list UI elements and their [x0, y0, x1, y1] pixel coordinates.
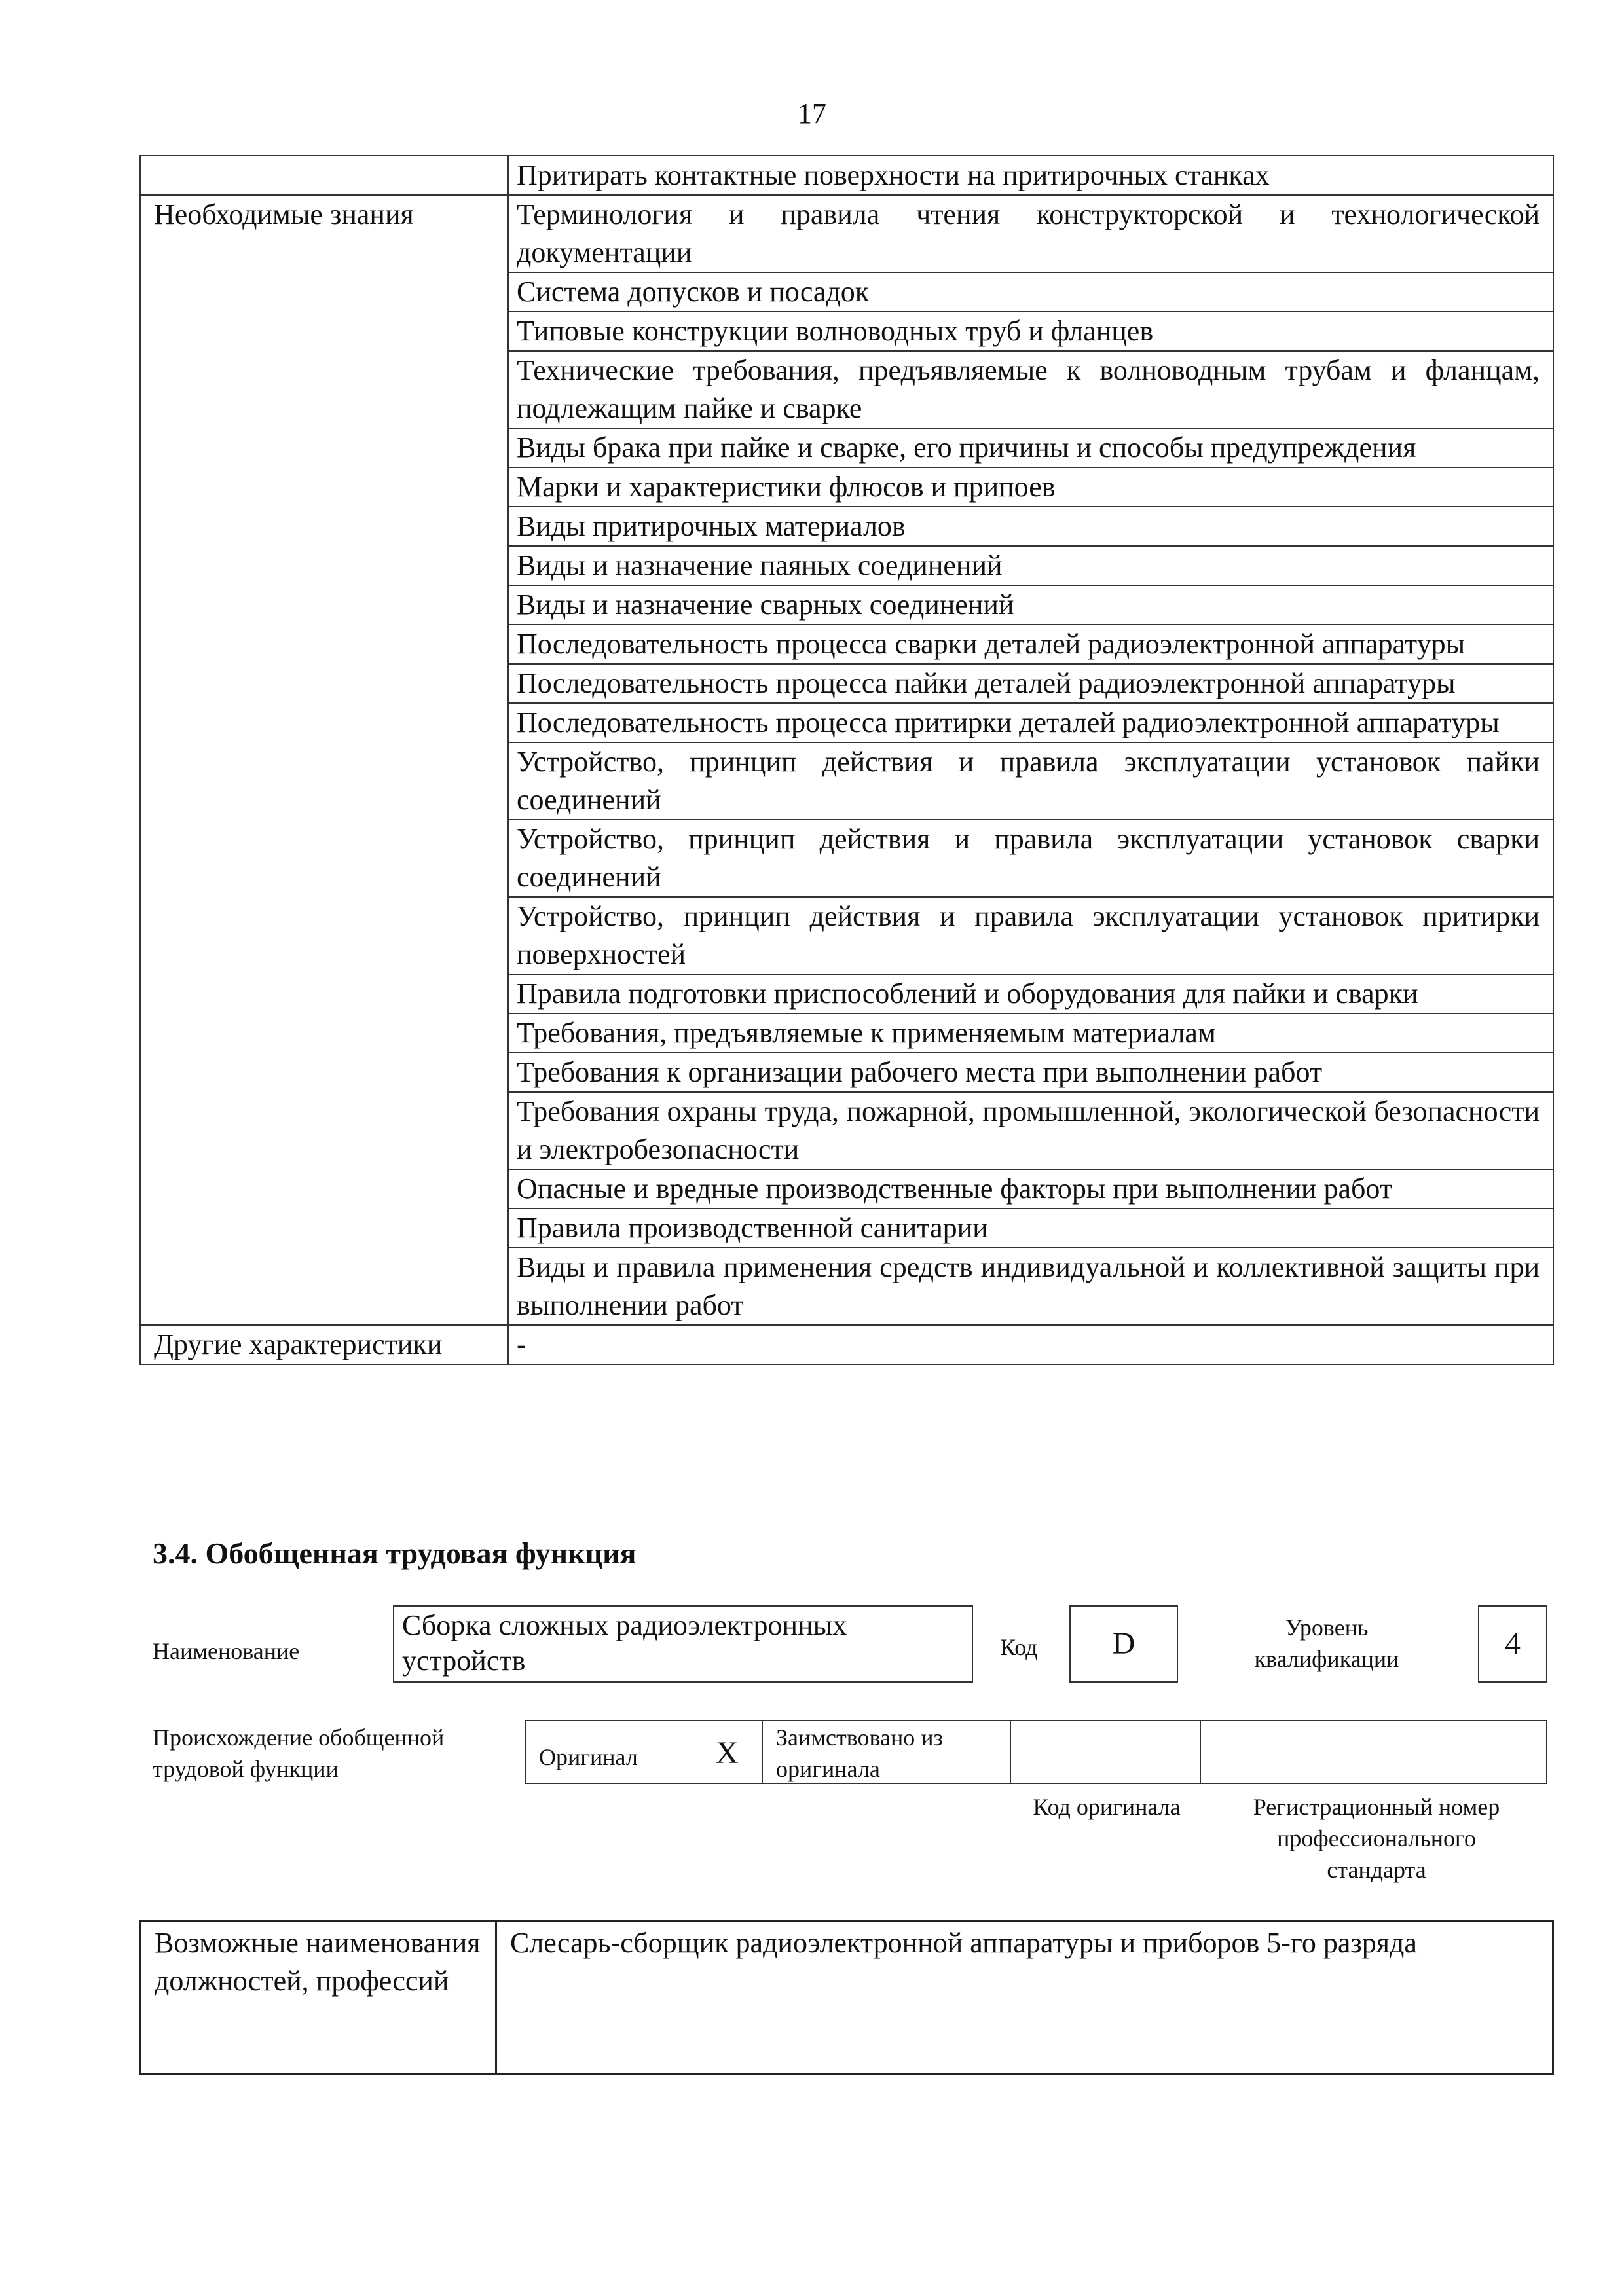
knowledge-item: Устройство, принцип действия и правила эксплуатации установок сварки соединений	[508, 820, 1553, 897]
table-row	[140, 156, 1553, 195]
original-mark: X	[716, 1736, 739, 1770]
knowledge-item: Устройство, принцип действия и правила эксплуатации установок пайки соединений	[508, 742, 1553, 820]
positions-table	[139, 1920, 1554, 2075]
knowledge-item: Последовательность процесса сварки деталей радиоэлектронной аппаратуры	[508, 625, 1553, 664]
name-label: Наименование	[153, 1638, 300, 1664]
original-label: Оригинал	[539, 1744, 638, 1770]
table-row	[140, 195, 1553, 272]
borrowed-label: Заимствовано из оригинала	[776, 1724, 943, 1782]
knowledge-item: Требования, предъявляемые к применяемым материалам	[508, 1013, 1553, 1053]
qualification-level-label: Уровень квалификации	[1254, 1614, 1399, 1672]
other-characteristics-value: -	[508, 1325, 1553, 1364]
name-value: Сборка сложных радиоэлектронных устройств	[393, 1605, 973, 1683]
code-original-caption: Код оригинала	[1033, 1794, 1181, 1820]
other-characteristics-label: Другие характеристики	[140, 1325, 508, 1364]
table-row	[140, 1325, 1553, 1364]
knowledge-item: Правила производственной санитарии	[508, 1209, 1553, 1248]
skill-item: Притирать контактные поверхности на притирочных станках	[508, 156, 1553, 195]
knowledge-item: Последовательность процесса притирки деталей радиоэлектронной аппаратуры	[508, 703, 1553, 742]
knowledge-item: Требования охраны труда, пожарной, промышленной, экологической безопасности и электробезопасности	[508, 1092, 1553, 1169]
knowledge-item: Последовательность процесса пайки деталей радиоэлектронной аппаратуры	[508, 664, 1553, 703]
knowledge-item: Опасные и вредные производственные факторы при выполнении работ	[508, 1169, 1553, 1209]
knowledge-item: Требования к организации рабочего места при выполнении работ	[508, 1053, 1553, 1092]
origin-divider	[1010, 1720, 1011, 1784]
reg-number-caption: Регистрационный номер профессионального стандарта	[1253, 1794, 1500, 1883]
knowledge-label: Необходимые знания	[140, 195, 508, 1325]
knowledge-item: Терминология и правила чтения конструкторской и технологической документации	[508, 195, 1553, 272]
positions-value: Слесарь-сборщик радиоэлектронной аппаратуры и приборов 5-го разряда	[496, 1921, 1553, 2075]
qualification-level-value: 4	[1478, 1605, 1547, 1683]
section-heading: 3.4. Обобщенная трудовая функция	[153, 1537, 637, 1570]
origin-label: Происхождение обобщенной трудовой функции	[153, 1724, 445, 1782]
page-number: 17	[798, 98, 826, 130]
knowledge-item: Устройство, принцип действия и правила эксплуатации установок притирки поверхностей	[508, 897, 1553, 974]
knowledge-item: Система допусков и посадок	[508, 272, 1553, 312]
code-label: Код	[1000, 1634, 1038, 1660]
knowledge-item: Виды и назначение сварных соединений	[508, 585, 1553, 625]
knowledge-item: Типовые конструкции волноводных труб и фланцев	[508, 312, 1553, 351]
table-row	[141, 1921, 1553, 2075]
knowledge-item: Виды и назначение паяных соединений	[508, 546, 1553, 585]
knowledge-table	[139, 155, 1554, 1365]
knowledge-item: Виды притирочных материалов	[508, 507, 1553, 546]
empty-label-cell	[140, 156, 508, 195]
knowledge-item: Правила подготовки приспособлений и оборудования для пайки и сварки	[508, 974, 1553, 1013]
origin-divider	[762, 1720, 763, 1784]
knowledge-item: Виды и правила применения средств индивидуальной и коллективной защиты при выполнении работ	[508, 1248, 1553, 1325]
code-value: D	[1069, 1605, 1178, 1683]
origin-divider	[1200, 1720, 1201, 1784]
knowledge-item: Виды брака при пайке и сварке, его причины и способы предупреждения	[508, 428, 1553, 467]
knowledge-item: Технические требования, предъявляемые к волноводным трубам и фланцам, подлежащим пайке и сварке	[508, 351, 1553, 428]
origin-table	[525, 1720, 1547, 1784]
knowledge-item: Марки и характеристики флюсов и припоев	[508, 467, 1553, 507]
positions-label: Возможные наименования должностей, профессий	[141, 1921, 496, 2075]
